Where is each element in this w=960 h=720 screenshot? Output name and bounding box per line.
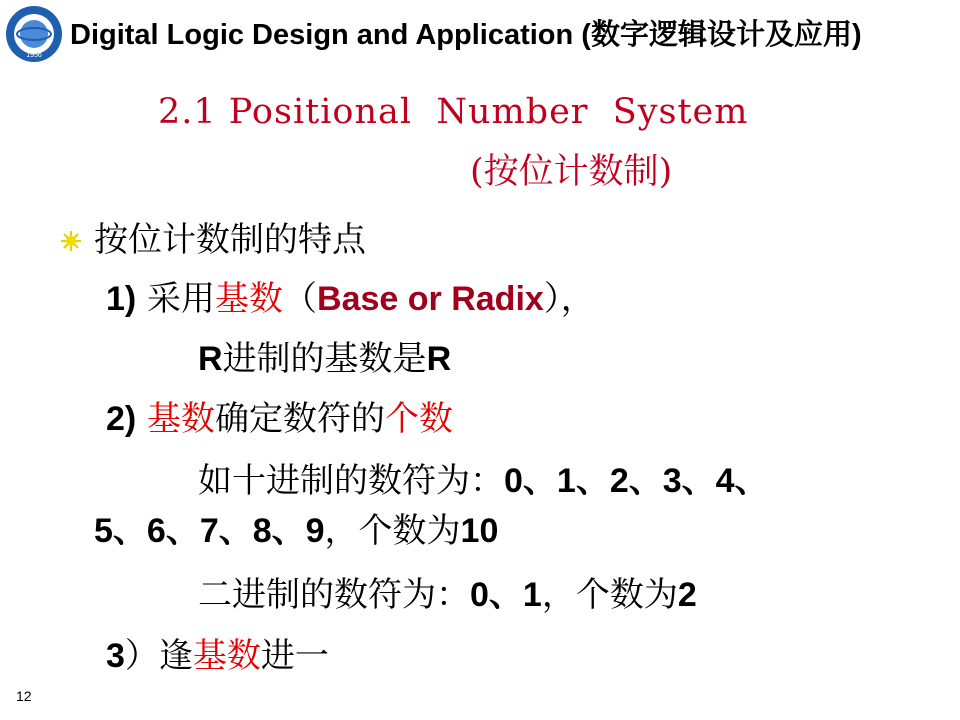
radix-is-r-text: 进制的基数是 xyxy=(222,339,427,379)
decimal-digits-label: 如十进制的数符为： xyxy=(198,461,504,501)
item-2-number: 2) xyxy=(106,400,137,438)
item-1 xyxy=(106,279,595,319)
university-logo-icon xyxy=(4,4,64,64)
binary-count-value: 2 xyxy=(677,576,697,614)
course-title: Digital Logic Design and Application (数字逻辑设计及应用) xyxy=(70,19,862,51)
item-3-number: 3 xyxy=(106,637,125,675)
item-2 xyxy=(106,399,453,439)
item-3 xyxy=(106,636,329,676)
item-1-radix-word: 基数 xyxy=(215,279,284,319)
binary-digits-values: 0、1 xyxy=(470,576,542,614)
binary-digits-label: 二进制的数符为： xyxy=(198,575,470,615)
bullet-heading xyxy=(94,220,366,260)
item-1-text: 采用 xyxy=(136,279,216,319)
item-1-paren-close: ）， xyxy=(543,279,595,319)
r-letter-2: R xyxy=(426,340,452,378)
item-2-radix-word: 基数 xyxy=(147,399,216,439)
logo-year: 1956 xyxy=(26,52,42,59)
item-2-count-word: 个数 xyxy=(385,399,454,439)
decimal-digits-values-a: 0、1、2、3、4、 xyxy=(504,462,769,500)
bullet-text: 按位计数制的特点 xyxy=(94,220,366,260)
decimal-digits-line-2 xyxy=(94,511,498,551)
item-1-number: 1) xyxy=(106,280,137,318)
r-letter-1: R xyxy=(198,340,223,378)
item-1-paren-open: （ xyxy=(283,279,318,319)
slide-subtitle: (按位计数制) xyxy=(470,152,673,192)
page-number: 12 xyxy=(16,688,32,704)
binary-digits-line xyxy=(198,575,697,615)
decimal-count-value: 10 xyxy=(460,512,499,550)
item-1-line-2 xyxy=(198,339,451,379)
binary-count-label: ，个数为 xyxy=(541,575,678,615)
item-2-space xyxy=(136,399,147,439)
item-3-text-a: ）逢 xyxy=(124,636,193,676)
decimal-digits-line-1 xyxy=(198,461,769,501)
item-3-radix-word: 基数 xyxy=(192,636,261,676)
sun-bullet-icon xyxy=(60,230,82,252)
slide-title: 2.1 Positional Number System xyxy=(158,92,749,132)
item-2-text: 确定数符的 xyxy=(215,399,386,439)
item-3-text-b: 进一 xyxy=(260,636,329,676)
item-1-base-or-radix: Base or Radix xyxy=(317,280,544,318)
decimal-count-label: ，个数为 xyxy=(324,511,461,551)
decimal-digits-values-b: 5、6、7、8、9 xyxy=(94,512,325,550)
